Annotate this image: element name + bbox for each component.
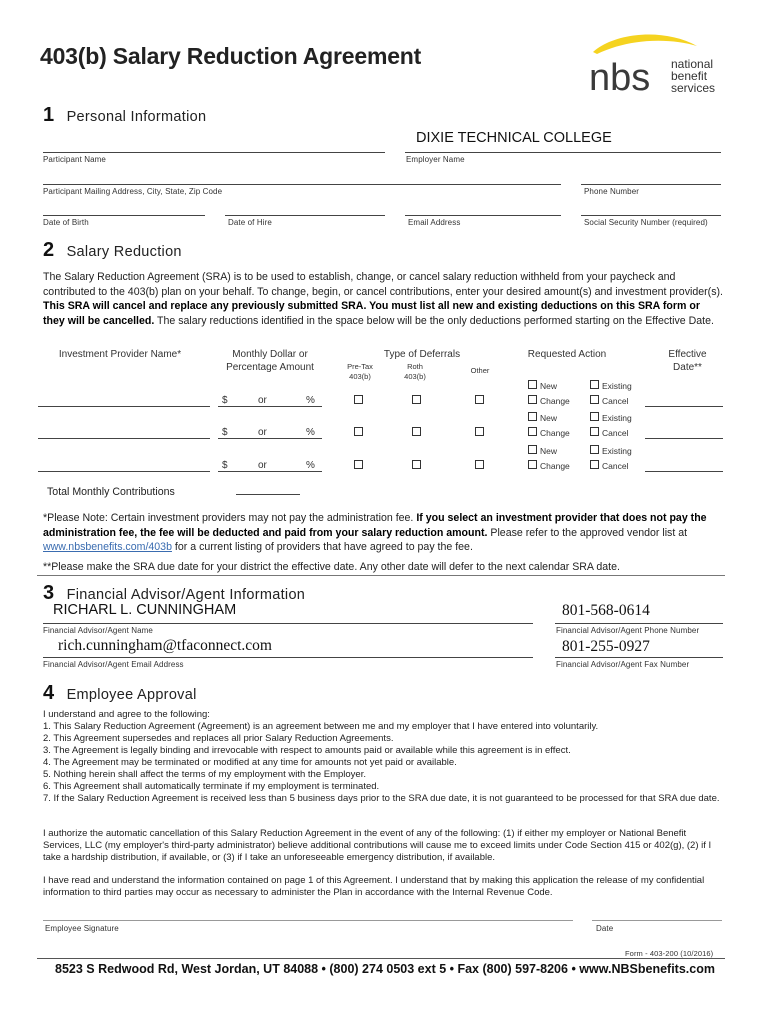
approval-intro: I understand and agree to the following: xyxy=(43,709,210,720)
section-4-number: 4 xyxy=(43,682,55,704)
cancel-label-3: Cancel xyxy=(602,461,629,471)
effective-date-field-1[interactable] xyxy=(645,406,723,407)
new-label-2: New xyxy=(540,413,558,423)
amount-field-3[interactable] xyxy=(218,471,322,472)
existing-label-2: Existing xyxy=(602,413,632,423)
sra-description-text: The Salary Reduction Agreement (SRA) is to be used to establish, change, or cancel salary reduction withheld from your paycheck and contributed to the 403(b) plan on your behalf. To change, begin, or cancel contributions, enter your desired amount(s) and investment provider(s). xyxy=(43,271,723,298)
approval-item: 1. This Salary Reduction Agreement (Agreement) is an agreement between me and my employer that I have entered into voluntarily. xyxy=(43,721,599,732)
footer-divider xyxy=(37,958,725,959)
vendor-list-link[interactable]: www.nbsbenefits.com/403b xyxy=(43,541,172,553)
provider-field-1[interactable] xyxy=(38,406,210,407)
existing-checkbox-3[interactable] xyxy=(590,445,599,454)
pretax-checkbox-1[interactable] xyxy=(354,395,363,404)
advisor-email-value: rich.cunningham@tfaconnect.com xyxy=(58,637,272,654)
roth-checkbox-3[interactable] xyxy=(412,460,421,469)
authorization-text: I authorize the automatic cancellation of this Salary Reduction Agreement in the event of any of the following: (1) if either my employer or National Benefit Services, LLC (my employer's third-party administrator) believe additional contributions will cause me to exceed limits under Code Section 415 or 402(g), (2) if I take a hardship distribution, if available, or (3) if I take an unforeseeable emergency distribution, if available. xyxy=(43,828,712,863)
existing-label-3: Existing xyxy=(602,446,632,456)
or-text: or xyxy=(258,427,267,438)
percent-sign: % xyxy=(306,460,315,471)
section-2-number: 2 xyxy=(43,239,55,261)
provider-field-2[interactable] xyxy=(38,438,210,439)
advisor-phone-value: 801-568-0614 xyxy=(562,602,650,619)
advisor-email-field[interactable] xyxy=(43,657,533,658)
col-effective-1: Effective xyxy=(668,349,707,360)
read-understand-text: I have read and understand the information contained on page 1 of this Agreement. I understand that by making this application the release of my confidential information to third parties may occur as necessary to administer the Plan in accordance with the Internal Revenue Code. xyxy=(43,875,705,898)
col-monthly-2: Percentage Amount xyxy=(226,362,314,373)
effective-date-field-2[interactable] xyxy=(645,438,723,439)
section-3-number: 3 xyxy=(43,582,55,604)
col-action: Requested Action xyxy=(527,349,607,360)
mailing-address-field[interactable] xyxy=(43,184,561,185)
cancel-label-1: Cancel xyxy=(602,396,629,406)
approval-item: 6. This Agreement shall automatically terminate if my employment is terminated. xyxy=(43,781,380,792)
date-label: Date xyxy=(596,924,614,933)
pretax-checkbox-3[interactable] xyxy=(354,460,363,469)
phone-field[interactable] xyxy=(581,184,721,185)
effective-date-note: **Please make the SRA due date for your district the effective date. Any other date will defer to the next calendar SRA date. xyxy=(43,561,620,573)
cancel-label-2: Cancel xyxy=(602,428,629,438)
section-2-header xyxy=(43,239,182,262)
col-monthly-1: Monthly Dollar or xyxy=(232,349,308,360)
cancel-checkbox-2[interactable] xyxy=(590,427,599,436)
employer-name-field[interactable] xyxy=(405,152,721,153)
logo-mark: nbs xyxy=(589,57,651,99)
existing-checkbox-2[interactable] xyxy=(590,412,599,421)
section-1-title: Personal Information xyxy=(66,109,207,125)
existing-label-1: Existing xyxy=(602,381,632,391)
advisor-fax-label: Financial Advisor/Agent Fax Number xyxy=(556,660,690,669)
logo-line1: national xyxy=(671,57,714,71)
new-label-3: New xyxy=(540,446,558,456)
change-checkbox-3[interactable] xyxy=(528,460,537,469)
employer-name-label: Employer Name xyxy=(406,155,465,164)
roth-checkbox-1[interactable] xyxy=(412,395,421,404)
advisor-email-label: Financial Advisor/Agent Email Address xyxy=(43,660,184,669)
change-checkbox-1[interactable] xyxy=(528,395,537,404)
approval-item: 3. The Agreement is legally binding and irrevocable with respect to amounts paid or available while this agreement is in effect. xyxy=(43,745,571,756)
section-divider xyxy=(37,575,725,576)
new-checkbox-3[interactable] xyxy=(528,445,537,454)
existing-checkbox-1[interactable] xyxy=(590,380,599,389)
percent-sign: % xyxy=(306,395,315,406)
section-4-header xyxy=(43,682,197,705)
provider-field-3[interactable] xyxy=(38,471,210,472)
sra-description-bold: This SRA will cancel and replace any previously submitted SRA. You must list all new and existing deductions on this SRA form or they will be cancelled. xyxy=(43,300,700,327)
email-field[interactable] xyxy=(405,215,561,216)
col-roth-1: Roth xyxy=(407,362,423,371)
section-1-header xyxy=(43,104,206,127)
advisor-name-field[interactable] xyxy=(43,623,533,624)
approval-item: 7. If the Salary Reduction Agreement is received less than 5 business days prior to the SRA due date, it is not guaranteed to be processed for that SRA due date. xyxy=(43,793,720,804)
employer-name-value: DIXIE TECHNICAL COLLEGE xyxy=(416,130,612,146)
other-checkbox-2[interactable] xyxy=(475,427,484,436)
change-label-3: Change xyxy=(540,461,570,471)
new-label-1: New xyxy=(540,381,558,391)
admin-fee-note-bold: If you select an investment provider that does not pay the administration fee, the fee will be deducted and paid from your salary reduction amount. xyxy=(43,512,707,539)
roth-checkbox-2[interactable] xyxy=(412,427,421,436)
section-4-title: Employee Approval xyxy=(66,687,197,703)
col-other: Other xyxy=(470,366,490,375)
hire-date-label: Date of Hire xyxy=(228,218,272,227)
approval-item: 2. This Agreement supersedes and replaces all prior Salary Reduction Agreements. xyxy=(43,733,394,744)
signature-field[interactable] xyxy=(43,920,573,921)
amount-field-1[interactable] xyxy=(218,406,322,407)
mailing-address-label: Participant Mailing Address, City, State, Zip Code xyxy=(43,187,223,196)
admin-fee-note-text: *Please Note: Certain investment providers may not pay the administration fee. xyxy=(43,512,414,524)
email-label: Email Address xyxy=(408,218,461,227)
participant-name-label: Participant Name xyxy=(43,155,106,164)
sra-description-end: The salary reductions identified in the space below will be the only deductions performed starting on the Effective Date. xyxy=(157,314,714,327)
signature-label: Employee Signature xyxy=(45,924,119,933)
new-checkbox-2[interactable] xyxy=(528,412,537,421)
other-checkbox-1[interactable] xyxy=(475,395,484,404)
total-field[interactable] xyxy=(236,494,300,495)
percent-sign: % xyxy=(306,427,315,438)
ssn-label: Social Security Number (required) xyxy=(584,218,708,227)
advisor-phone-field[interactable] xyxy=(555,623,723,624)
logo-line3: services xyxy=(671,81,716,95)
change-label-2: Change xyxy=(540,428,570,438)
section-3-title: Financial Advisor/Agent Information xyxy=(66,587,306,603)
total-label: Total Monthly Contributions xyxy=(47,486,175,498)
dollar-sign: $ xyxy=(222,427,228,438)
col-deferrals: Type of Deferrals xyxy=(383,349,461,360)
sra-description xyxy=(43,270,723,328)
approval-list xyxy=(43,709,725,805)
admin-fee-note xyxy=(43,511,725,555)
or-text: or xyxy=(258,395,267,406)
dob-field[interactable] xyxy=(43,215,205,216)
amount-field-2[interactable] xyxy=(218,438,322,439)
form-number: Form - 403-200 (10/2016) xyxy=(625,949,714,958)
col-effective-2: Date** xyxy=(673,362,702,373)
approval-item: 5. Nothing herein shall affect the terms of my employment with the Employer. xyxy=(43,769,366,780)
advisor-phone-label: Financial Advisor/Agent Phone Number xyxy=(556,626,700,635)
col-provider: Investment Provider Name* xyxy=(58,349,182,360)
dob-label: Date of Birth xyxy=(43,218,89,227)
hire-date-field[interactable] xyxy=(225,215,385,216)
nbs-logo xyxy=(575,30,725,100)
new-checkbox-1[interactable] xyxy=(528,380,537,389)
or-text: or xyxy=(258,460,267,471)
col-roth-2: 403(b) xyxy=(404,372,426,381)
dollar-sign: $ xyxy=(222,460,228,471)
admin-fee-note-refer: Please refer to the approved vendor list at xyxy=(490,526,688,539)
logo-line2: benefit xyxy=(671,69,708,83)
cancel-checkbox-1[interactable] xyxy=(590,395,599,404)
approval-item: 4. The Agreement may be terminated or modified at any time for amounts not yet paid or available. xyxy=(43,757,457,768)
col-pretax-1: Pre-Tax xyxy=(347,362,373,371)
pretax-checkbox-2[interactable] xyxy=(354,427,363,436)
change-checkbox-2[interactable] xyxy=(528,427,537,436)
advisor-fax-field[interactable] xyxy=(555,657,723,658)
advisor-fax-value: 801-255-0927 xyxy=(562,638,650,655)
effective-date-field-3[interactable] xyxy=(645,471,723,472)
other-checkbox-3[interactable] xyxy=(475,460,484,469)
section-2-title: Salary Reduction xyxy=(66,244,182,260)
footer-contact: 8523 S Redwood Rd, West Jordan, UT 84088 • (800) 274 0503 ext 5 • Fax (800) 597-8206 • www.NBSbenefits.com xyxy=(55,962,715,976)
admin-fee-note-end: for a current listing of providers that have agreed to pay the fee. xyxy=(174,541,473,553)
participant-name-field[interactable] xyxy=(43,152,385,153)
cancel-checkbox-3[interactable] xyxy=(590,460,599,469)
advisor-name-value: RICHARL L. CUNNINGHAM xyxy=(53,602,237,618)
advisor-name-label: Financial Advisor/Agent Name xyxy=(43,626,153,635)
change-label-1: Change xyxy=(540,396,570,406)
form-title: 403(b) Salary Reduction Agreement xyxy=(40,43,422,69)
date-field[interactable] xyxy=(592,920,722,921)
phone-label: Phone Number xyxy=(584,187,640,196)
dollar-sign: $ xyxy=(222,395,228,406)
section-1-number: 1 xyxy=(43,104,55,126)
ssn-field[interactable] xyxy=(581,215,721,216)
col-pretax-2: 403(b) xyxy=(349,372,371,381)
